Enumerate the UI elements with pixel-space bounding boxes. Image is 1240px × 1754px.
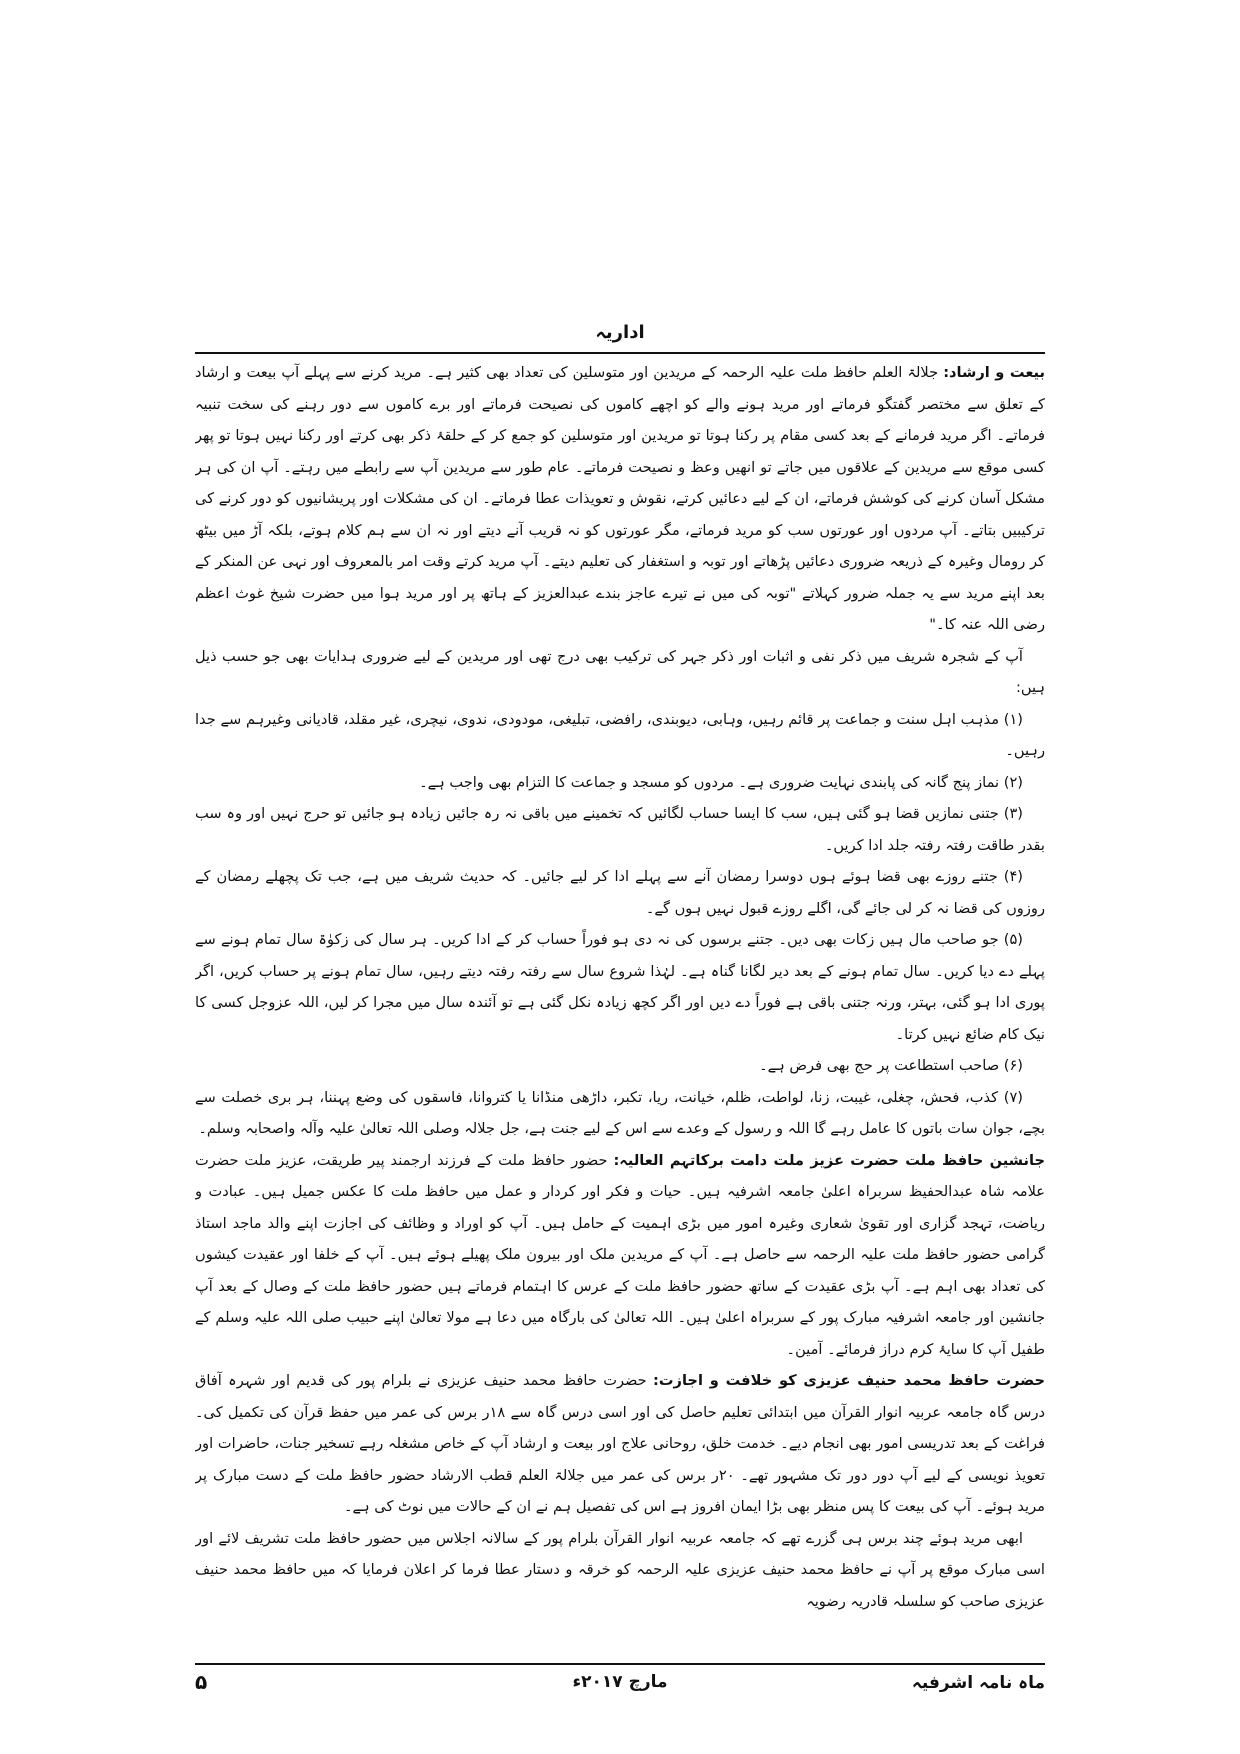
paragraph-continuation [195, 1523, 1045, 1618]
paragraph-text: جلالۃ العلم حافظ ملت علیہ الرحمہ کے مریدین اور متوسلین کی تعداد بھی کثیر ہے۔ مرید کرنے سے پہلے آپ بیعت و ارشاد کے تعلق سے مختصر گفتگو فرماتے اور مرید ہونے والے کو اچھے کاموں کی نصیحت فرماتے اور برے کاموں سے دور رہنے کی سخت تنبیہ فرماتے۔ اگر مرید فرمانے کے بعد کسی مقام پر رکنا ہوتا تو مریدین اور متوسلین کو جمع کر کے حلقۂ ذکر بھی کرتے اور رکنا نہیں ہوتا تو پھر کسی موقع سے مریدین کے علاقوں میں جاتے تو انھیں وعظ و نصیحت فرماتے۔ عام طور سے مریدین آپ سے رابطے میں رہتے۔ آپ ان کی ہر مشکل آسان کرنے کی کوشش فرماتے، ان کے لیے دعائیں کرتے، نقوش و تعویذات عطا فرماتے۔ ان کی مشکلات اور پریشانیوں کو دور کرنے کی ترکیبیں بتاتے۔ آپ مردوں اور عورتوں سب کو مرید فرماتے، مگر عورتوں کو نہ قریب آنے دیتے اور نہ ان سے ہم کلام ہوتے، بلکہ آڑ میں بیٹھ کر رومال وغیرہ کے ذریعہ ضروری دعائیں پڑھاتے اور توبہ و استغفار کی تعلیم دیتے۔ آپ مرید کرتے وقت امر بالمعروف اور نہی عن المنکر کے بعد اپنے مرید سے یہ جملہ ضرور کہلاتے "توبہ کی میں نے تیرے عاجز بندے عبدالعزیز کے ہاتھ پر اور مرید ہوا میں حضرت شیخ غوث اعظم رضی اللہ عنہ کا۔" [195, 364, 1045, 633]
list-item [195, 1082, 1045, 1145]
section-heading: جانشین حافظ ملت حضرت عزیز ملت دامت برکاتہم العالیہ: [613, 1151, 1045, 1169]
paragraph-text: حضور حافظ ملت کے فرزند ارجمند پیر طریقت، عزیز ملت حضرت علامہ شاہ عبدالحفیظ سربراہ اعلیٰ جامعہ اشرفیہ ہیں۔ حیات و فکر اور کردار و عمل میں حافظ ملت کا عکس جمیل ہیں۔ عبادت و ریاضت، تہجد گزاری اور تقویٰ شعاری وغیرہ امور میں بڑی اہمیت کے حامل ہیں۔ آپ کو اوراد و وظائف کی اجازت اپنے والد ماجد استاذ گرامی حضور حافظ ملت علیہ الرحمہ سے حاصل ہے۔ آپ کے مریدین ملک اور بیرون ملک پھیلے ہوئے ہیں۔ آپ کے خلفا اور عقیدت کیشوں کی تعداد بھی اہم ہے۔ آپ بڑی عقیدت کے ساتھ حضور حافظ ملت کے عرس کا اہتمام فرماتے ہیں حضور حافظ ملت کے وصال کے بعد آپ جانشین اور جامعہ اشرفیہ مبارک پور کے سربراہ اعلیٰ ہیں۔ اللہ تعالیٰ کی بارگاہ میں دعا ہے مولا تعالیٰ اپنے حبیب صلی اللہ علیہ وسلم کے طفیل آپ کا سایۂ کرم دراز فرمائے۔ آمین۔ [195, 1151, 1045, 1358]
paragraph-shajra [195, 641, 1045, 704]
page-footer [195, 1672, 1045, 1702]
paragraph-text: (۳) جتنی نمازیں قضا ہو گئی ہیں، سب کا ایسا حساب لگائیں کہ تخمینے میں باقی نہ رہ جائیں زیادہ ہو جائیں تو حرج نہیں اور وہ سب بقدر طاقت رفتہ رفتہ جلد ادا کریں۔ [195, 805, 1045, 854]
paragraph-bayat-irshad [195, 357, 1045, 641]
paragraph-khilafat [195, 1365, 1045, 1523]
paragraph-janasheen [195, 1145, 1045, 1366]
list-item [195, 767, 1045, 799]
list-item [195, 1050, 1045, 1082]
magazine-name: ماہ نامہ اشرفیہ [911, 1673, 1045, 1693]
paragraph-text: (۶) صاحب استطاعت پر حج بھی فرض ہے۔ [759, 1057, 1023, 1074]
paragraph-text: (۲) نماز پنج گانہ کی پابندی نہایت ضروری ہے۔ مردوں کو مسجد و جماعت کا التزام بھی واجب ہے۔ [419, 773, 1023, 791]
paragraph-text: (۱) مذہب اہل سنت و جماعت پر قائم رہیں، وہابی، دیوبندی، رافضی، تبلیغی، مودودی، ندوی، نیچری، غیر مقلد، قادیانی وغیرہم سے جدا رہیں۔ [195, 710, 1045, 759]
section-heading: بیعت و ارشاد: [943, 364, 1045, 381]
page-number: ۵ [195, 1670, 208, 1694]
list-item [195, 861, 1045, 924]
issue-date: مارچ ۲۰۱۷ء [572, 1672, 668, 1692]
paragraph-text: (۵) جو صاحب مال ہیں زکات بھی دیں۔ جتنے برسوں کی نہ دی ہو فوراً حساب کر کے ادا کریں۔ ہر سال کی زکوٰۃ سال تمام ہونے سے پہلے دے دیا کریں۔ سال تمام ہونے کے بعد دیر لگانا گناہ ہے۔ لہٰذا شروع سال سے رفتہ رفتہ دیتے رہیں، سال تمام ہونے پر حساب کریں، اگر پوری ادا ہو گئی، بہتر، ورنہ جتنی باقی ہے فوراً دے دیں اور اگر کچھ زیادہ نکل گئی ہے تو آئندہ سال میں مجرا کر لیں، اللہ عزوجل کسی کا نیک کام ضائع نہیں کرتا۔ [195, 931, 1045, 1043]
paragraph-text: آپ کے شجرہ شریف میں ذکر نفی و اثبات اور ذکر جہر کی ترکیب بھی درج تھی اور مریدین کے لیے ضروری ہدایات بھی جو حسب ذیل ہیں: [195, 647, 1045, 696]
page-title: اداریہ [595, 322, 645, 343]
footer-divider [195, 1663, 1045, 1665]
article-body [195, 357, 1045, 1657]
paragraph-text: (۴) جتنے روزے بھی قضا ہوئے ہوں دوسرا رمضان آنے سے پہلے ادا کر لیے جائیں۔ کہ حدیث شریف میں ہے، جب تک پچھلے رمضان کے روزوں کی قضا نہ کر لی جائے گی، اگلے روزے قبول نہیں ہوں گے۔ [195, 868, 1045, 917]
list-item [195, 798, 1045, 861]
paragraph-text: (۷) کذب، فحش، چغلی، غیبت، زنا، لواطت، ظلم، خیانت، ریا، تکبر، داڑھی منڈانا یا کتروانا، فاسقوں کی وضع پہننا، ہر بری خصلت سے بچے، جوان سات باتوں کا عامل رہے گا اللہ و رسول کے وعدے سے اس کے لیے جنت ہے، جل جلالہ وصلی اللہ تعالیٰ علیہ وآلہ واصحابہ وسلم۔ [195, 1088, 1045, 1137]
list-item [195, 704, 1045, 767]
paragraph-text: ابھی مرید ہوئے چند برس ہی گزرے تھے کہ جامعہ عربیہ انوار القرآن بلرام پور کے سالانہ اجلاس میں حضور حافظ ملت تشریف لائے اور اسی مبارک موقع پر آپ نے حافظ محمد حنیف عزیزی علیہ الرحمہ کو خرقہ و دستار عطا فرما کر اعلان فرمایا کہ میں حافظ محمد حنیف عزیزی صاحب کو سلسلہ قادریہ رضویہ [195, 1529, 1045, 1610]
list-item [195, 924, 1045, 1050]
paragraph-text: حضرت حافظ محمد حنیف عزیزی نے بلرام پور کی قدیم اور شہرہ آفاق درس گاہ جامعہ عربیہ انوار القرآن میں ابتدائی تعلیم حاصل کی اور اسی درس گاہ سے ۱۸ر برس کی عمر میں حفظ قرآن کی تکمیل کی۔ فراغت کے بعد تدریسی امور بھی انجام دیے۔ خدمت خلق، روحانی علاج اور بیعت و ارشاد آپ کے خاص مشغلہ رہے تسخیر جنات، حاضرات اور تعویذ نویسی کے لیے آپ دور دور تک مشہور تھے۔ ۲۰ر برس کی عمر میں جلالۃ العلم قطب الارشاد حضور حافظ ملت کے دست مبارک پر مرید ہوئے۔ آپ کی بیعت کا پس منظر بھی بڑا ایمان افروز ہے اس کی تفصیل ہم نے ان کے حالات میں نوٹ کی ہے۔ [195, 1372, 1045, 1515]
section-heading: حضرت حافظ محمد حنیف عزیزی کو خلافت و اجازت: [653, 1372, 1045, 1389]
header-divider [195, 352, 1045, 354]
